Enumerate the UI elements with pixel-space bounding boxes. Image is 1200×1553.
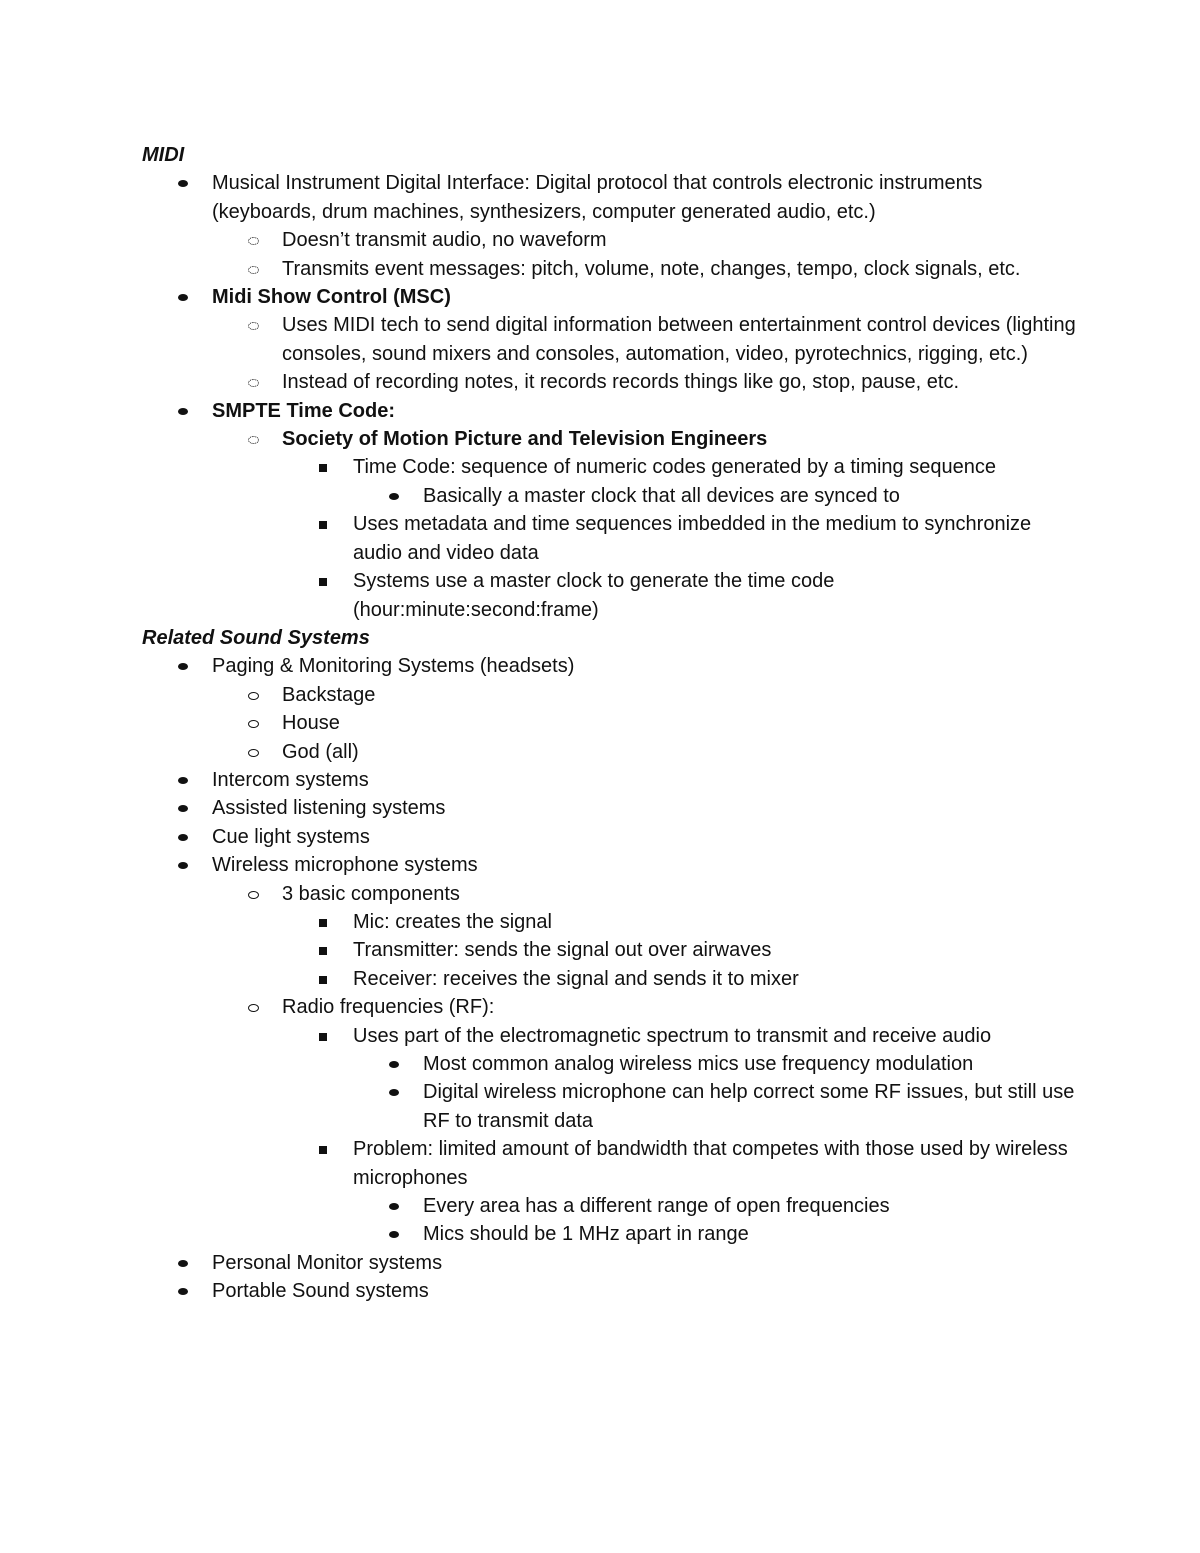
list-item [142,936,1082,964]
list-item-text: Portable Sound systems [212,1280,429,1303]
list-item [142,1135,1082,1192]
disc-bullet-icon [172,652,202,680]
disc-bullet-icon [172,851,202,879]
list-item [142,425,1082,453]
list-item [142,283,1082,311]
list-item-text: Most common analog wireless mics use frequency modulation [423,1053,974,1075]
list-item [142,1249,1082,1277]
disc-bullet-icon [172,283,202,311]
list-item-text: Every area has a different range of open frequencies [423,1195,890,1218]
bullet-list [142,652,1082,1305]
list-item [142,738,1082,766]
list-item-text: Uses part of the electromagnetic spectrum to transmit and receive audio [353,1024,992,1047]
section-heading: Related Sound Systems [142,626,370,649]
list-item [142,453,1082,481]
circle-bullet-icon [242,738,272,766]
circle-bullet-icon [242,709,272,737]
disc-bullet-icon [172,766,202,794]
bullet-list [142,169,1082,624]
square-bullet-icon [313,908,343,936]
list-item [142,255,1082,283]
list-item [142,965,1082,993]
square-bullet-icon [313,1022,343,1050]
disc-bullet-icon [172,1277,202,1305]
list-item-text: Transmitter: sends the signal out over airwaves [353,939,772,962]
list-item-text: Instead of recording notes, it records records things like go, stop, pause, etc. [282,371,960,394]
list-item [142,1078,1082,1135]
list-item-text: Basically a master clock that all devices are synced to [423,484,900,507]
list-item [142,652,1082,680]
list-item [142,311,1082,368]
list-item-text: Midi Show Control (MSC) [212,286,451,309]
disc-bullet-icon [172,794,202,822]
disc-bullet-icon [172,1249,202,1277]
list-item [142,709,1082,737]
list-item [142,1220,1082,1248]
list-item [142,851,1082,879]
list-item-text: God (all) [282,740,359,763]
list-item-text: Musical Instrument Digital Interface: Digital protocol that controls electronic instruments (keyboards, drum machines, synthesizers, computer generated audio, etc.) [212,172,983,223]
disc-bullet-icon [383,1220,413,1248]
list-item-text: Wireless microphone systems [212,854,478,877]
document-body [142,141,1082,1306]
list-item-text: Cue light systems [212,825,370,848]
square-bullet-icon [313,1135,343,1163]
list-item-text: Doesn’t transmit audio, no waveform [282,229,607,252]
square-bullet-icon [313,453,343,481]
list-item-text: Digital wireless microphone can help correct some RF issues, but still use RF to transmit data [423,1081,1075,1132]
list-item [142,1192,1082,1220]
dotcircle-bullet-icon [242,226,272,254]
circle-bullet-icon [242,880,272,908]
list-item [142,766,1082,794]
list-item-text: 3 basic components [282,882,460,905]
list-item-text: SMPTE Time Code: [212,399,395,422]
square-bullet-icon [313,567,343,595]
list-item-text: Society of Motion Picture and Television Engineers [282,428,768,451]
list-item [142,226,1082,254]
list-item [142,482,1082,510]
disc-bullet-icon [383,1192,413,1220]
circle-bullet-icon [242,993,272,1021]
list-item [142,567,1082,624]
list-item-text: Uses MIDI tech to send digital information between entertainment control devices (lighting consoles, sound mixers and consoles, automation, video, pyrotechnics, rigging, etc.) [282,314,1076,365]
section-related-sound-systems [142,624,1082,1306]
disc-bullet-icon [383,482,413,510]
dotcircle-bullet-icon [242,425,272,453]
list-item-text: Mic: creates the signal [353,910,552,933]
list-item-text: Radio frequencies (RF): [282,996,495,1019]
list-item-text: Assisted listening systems [212,797,446,820]
disc-bullet-icon [172,823,202,851]
list-item-text: Time Code: sequence of numeric codes generated by a timing sequence [353,456,996,479]
list-item-text: Problem: limited amount of bandwidth that competes with those used by wireless microphones [353,1138,1068,1189]
list-item-text: Receiver: receives the signal and sends it to mixer [353,967,799,990]
list-item-text: Paging & Monitoring Systems (headsets) [212,655,575,678]
dotcircle-bullet-icon [242,255,272,283]
square-bullet-icon [313,510,343,538]
disc-bullet-icon [172,397,202,425]
list-item [142,823,1082,851]
disc-bullet-icon [383,1050,413,1078]
list-item [142,1050,1082,1078]
list-item-text: House [282,712,340,735]
list-item [142,908,1082,936]
list-item [142,510,1082,567]
list-item-text: Systems use a master clock to generate the time code (hour:minute:second:frame) [353,570,835,621]
section-midi [142,141,1082,624]
section-heading: MIDI [142,144,185,166]
list-item [142,1022,1082,1050]
list-item [142,681,1082,709]
circle-bullet-icon [242,681,272,709]
square-bullet-icon [313,965,343,993]
list-item-text: Transmits event messages: pitch, volume, note, changes, tempo, clock signals, etc. [282,257,1021,280]
list-item [142,794,1082,822]
dotcircle-bullet-icon [242,368,272,396]
list-item [142,169,1082,226]
dotcircle-bullet-icon [242,311,272,339]
list-item-text: Uses metadata and time sequences imbedded in the medium to synchronize audio and video data [353,513,1032,564]
list-item [142,368,1082,396]
list-item-text: Mics should be 1 MHz apart in range [423,1223,749,1246]
list-item-text: Intercom systems [212,768,369,791]
list-item [142,993,1082,1021]
disc-bullet-icon [383,1078,413,1106]
disc-bullet-icon [172,169,202,197]
list-item [142,397,1082,425]
list-item [142,1277,1082,1305]
list-item-text: Backstage [282,683,376,706]
square-bullet-icon [313,936,343,964]
list-item [142,880,1082,908]
list-item-text: Personal Monitor systems [212,1251,443,1274]
